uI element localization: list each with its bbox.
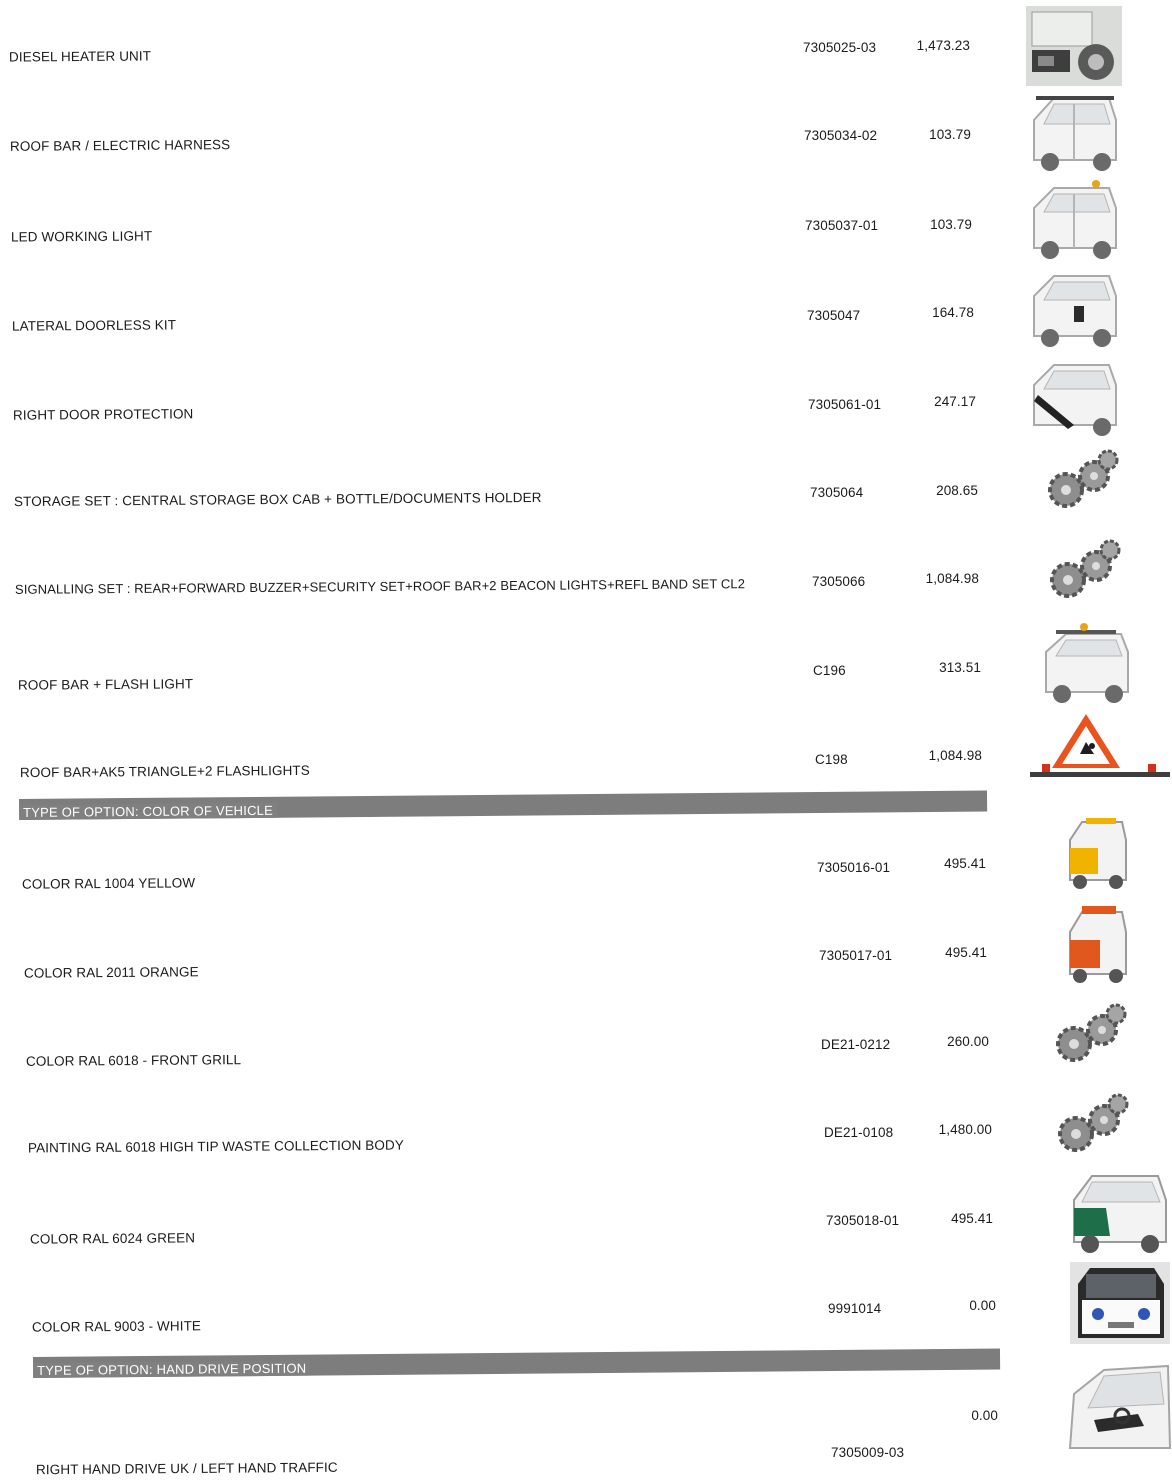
option-code: 7305025-03 — [803, 40, 877, 55]
option-price: 260.00 — [947, 1034, 989, 1049]
option-description: ROOF BAR / ELECTRIC HARNESS — [9, 137, 231, 154]
option-price: 313.51 — [939, 660, 981, 675]
option-code: 9991014 — [828, 1301, 882, 1316]
option-code: C198 — [815, 752, 848, 767]
option-price: 1,084.98 — [928, 748, 982, 763]
option-code: DE21-0108 — [824, 1125, 894, 1140]
vehicle-cab-image — [1024, 178, 1124, 260]
option-description: ROOF BAR+AK5 TRIANGLE+2 FLASHLIGHTS — [19, 762, 310, 781]
option-price: 1,084.98 — [925, 571, 979, 586]
heater-unit-image — [1024, 4, 1124, 88]
option-code: DE21-0212 — [821, 1037, 891, 1052]
gears-placeholder-image — [1054, 1090, 1134, 1160]
option-description: RIGHT HAND DRIVE UK / LEFT HAND TRAFFIC — [35, 1459, 338, 1478]
orange-vehicle-image — [1064, 904, 1128, 986]
option-price: 1,473.23 — [916, 38, 970, 53]
option-price: 1,480.00 — [938, 1122, 992, 1137]
option-description: COLOR RAL 6024 GREEN — [29, 1230, 196, 1247]
option-description: COLOR RAL 1004 YELLOW — [21, 875, 196, 892]
option-price: 495.41 — [951, 1211, 993, 1226]
option-description: RIGHT DOOR PROTECTION — [12, 406, 194, 423]
option-price: 103.79 — [929, 127, 971, 142]
section-title: TYPE OF OPTION: COLOR OF VEHICLE — [19, 803, 277, 820]
option-price: 208.65 — [936, 483, 978, 498]
option-description: COLOR RAL 2011 ORANGE — [23, 964, 199, 981]
option-code: 7305047 — [807, 308, 861, 323]
option-price: 495.41 — [944, 856, 986, 871]
vehicle-cab-image — [1024, 266, 1124, 348]
option-price: 103.79 — [930, 217, 972, 232]
option-description: STORAGE SET : CENTRAL STORAGE BOX CAB + BOTTLE/DOCUMENTS HOLDER — [13, 489, 542, 510]
section-title: TYPE OF OPTION: HAND DRIVE POSITION — [33, 1361, 310, 1378]
option-code: 7305064 — [810, 485, 864, 500]
vehicle-cab-image — [1024, 355, 1124, 437]
warning-triangle-image — [1028, 710, 1172, 792]
option-code: 7305018-01 — [826, 1213, 900, 1228]
option-code: 7305066 — [812, 574, 866, 589]
option-price: 0.00 — [969, 1298, 996, 1313]
option-code: 7305061-01 — [808, 397, 882, 412]
option-code: 7305017-01 — [819, 948, 893, 963]
option-description: COLOR RAL 9003 - WHITE — [31, 1318, 202, 1335]
section-header-color-of-vehicle — [19, 791, 987, 820]
option-price: 164.78 — [932, 305, 974, 320]
white-vehicle-image — [1068, 1260, 1172, 1346]
option-description: PAINTING RAL 6018 HIGH TIP WASTE COLLECTION BODY — [27, 1137, 404, 1156]
gears-placeholder-image — [1046, 536, 1126, 606]
option-description: SIGNALLING SET : REAR+FORWARD BUZZER+SECURITY SET+ROOF BAR+2 BEACON LIGHTS+REFL BAND SET CL2 — [14, 576, 746, 597]
option-price: 0.00 — [971, 1408, 998, 1423]
option-description: LED WORKING LIGHT — [10, 228, 153, 245]
green-vehicle-image — [1066, 1168, 1172, 1254]
option-code: 7305009-03 — [831, 1445, 905, 1460]
option-code: 7305016-01 — [817, 860, 891, 875]
option-description: COLOR RAL 6018 - FRONT GRILL — [25, 1052, 242, 1069]
section-header-hand-drive-position — [33, 1349, 1000, 1378]
vehicle-interior-image — [1064, 1364, 1172, 1454]
option-code: 7305037-01 — [805, 218, 879, 233]
option-price: 247.17 — [934, 394, 976, 409]
gears-placeholder-image — [1052, 1000, 1132, 1070]
option-price: 495.41 — [945, 945, 987, 960]
option-description: ROOF BAR + FLASH LIGHT — [17, 676, 194, 693]
yellow-vehicle-image — [1064, 814, 1128, 892]
option-code: 7305034-02 — [804, 128, 878, 143]
option-description: DIESEL HEATER UNIT — [8, 48, 152, 65]
gears-placeholder-image — [1044, 446, 1124, 516]
option-description: LATERAL DOORLESS KIT — [11, 317, 177, 334]
option-code: C196 — [813, 663, 846, 678]
vehicle-cab-image — [1024, 90, 1124, 172]
vehicle-cab-image — [1036, 622, 1136, 704]
